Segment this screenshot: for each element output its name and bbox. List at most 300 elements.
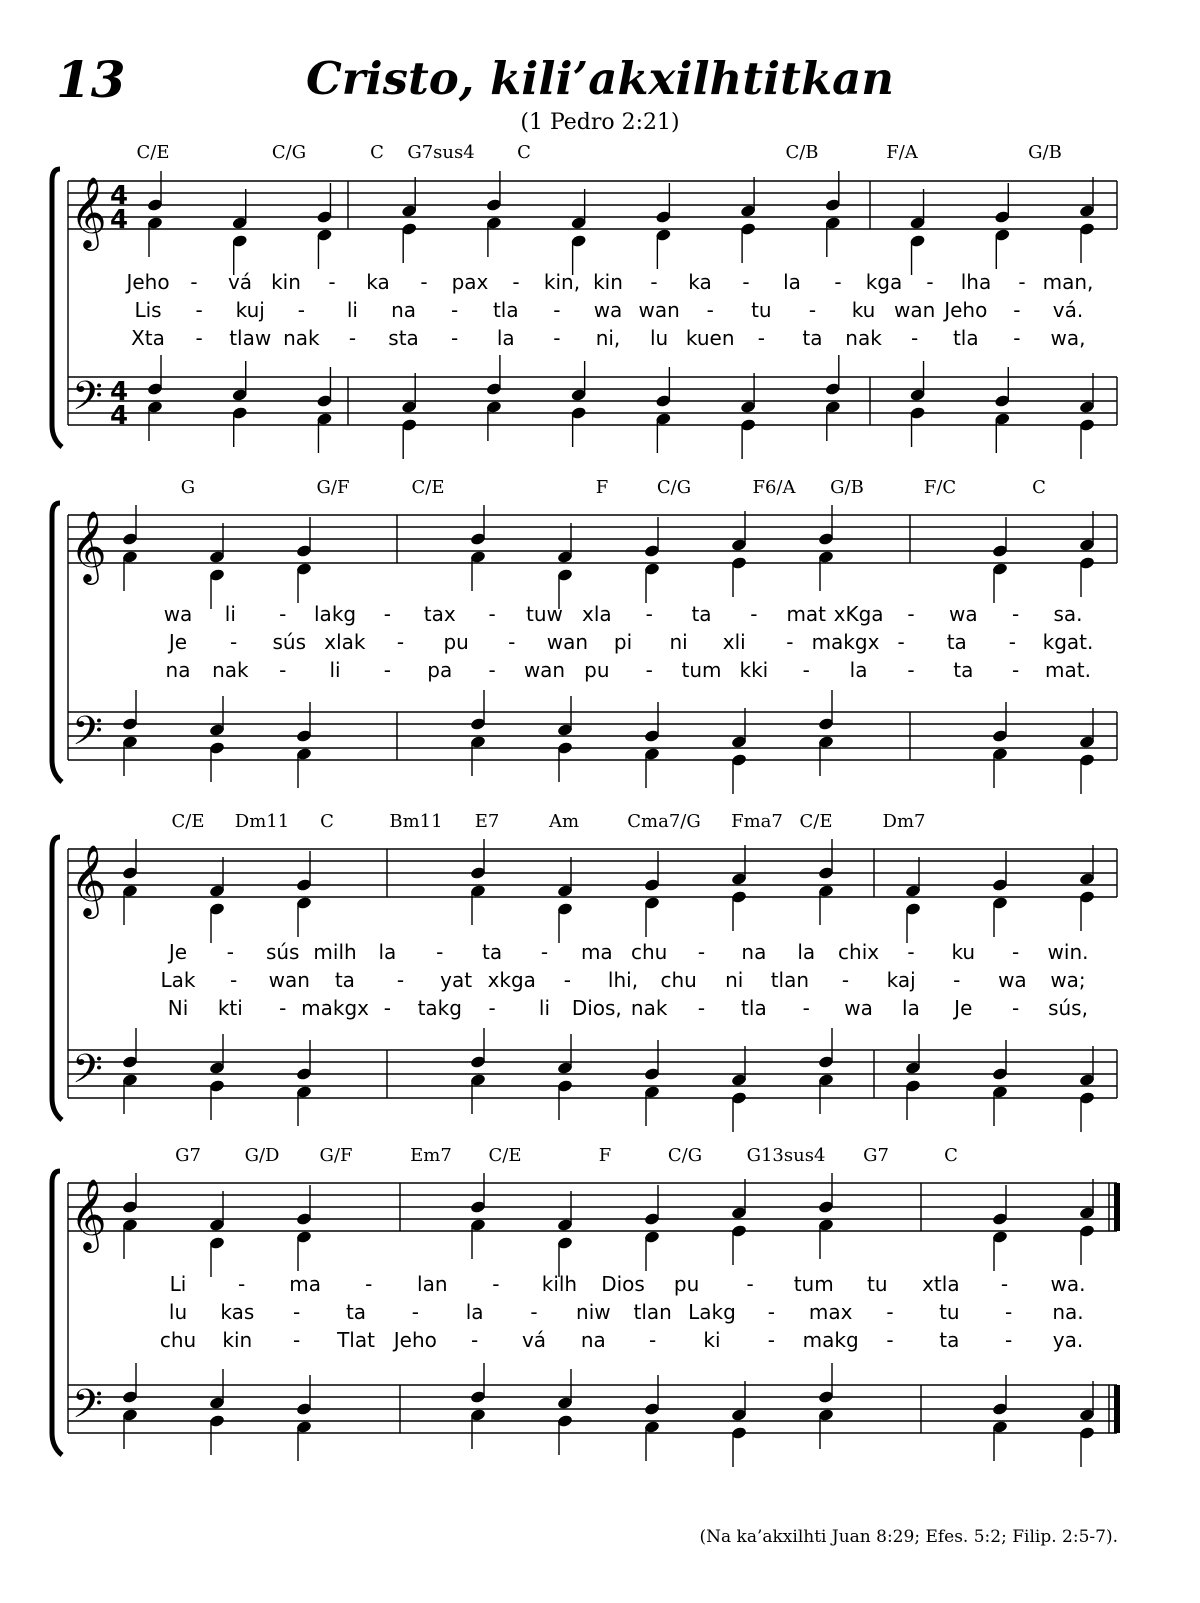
lyric-line-verse-3 (118, 326, 1118, 354)
chord-symbol: G/B (1028, 142, 1062, 163)
lyric-syllable: sús (265, 940, 300, 964)
lyric-syllable: makgx (811, 630, 880, 654)
lyric-syllable: ta (946, 630, 967, 654)
lyric-syllable: nak (845, 326, 882, 350)
lyric-syllable: lan (417, 1272, 448, 1296)
lyric-syllable: ka (366, 270, 390, 294)
lyric-syllable: ta (953, 658, 974, 682)
lyric-syllable: nak (283, 326, 320, 350)
lyric-syllable: wan (894, 298, 936, 322)
chord-symbol: Em7 (410, 1145, 452, 1166)
syllable-hyphen: - (230, 968, 238, 992)
lyric-syllable: niw (576, 1300, 611, 1324)
treble-staff (68, 515, 1117, 563)
lyric-syllable: xkga (487, 968, 536, 992)
svg-text:4: 4 (110, 205, 129, 235)
lyric-syllable: lu (168, 1300, 188, 1324)
syllable-hyphen: - (297, 298, 305, 322)
syllable-hyphen: - (907, 940, 915, 964)
lyric-syllable: pu (584, 658, 610, 682)
lyric-syllable: sa. (1053, 602, 1083, 626)
lyric-syllable: sta (388, 326, 419, 350)
lyric-syllable: wan (546, 630, 589, 654)
lyric-syllable: takg (417, 996, 462, 1020)
lyric-syllable: vá (227, 270, 253, 294)
syllable-hyphen: - (279, 996, 287, 1020)
lyric-syllable: tlan (770, 968, 810, 992)
lyric-line-verse-3 (118, 658, 1118, 686)
lyric-syllable: ni (725, 968, 744, 992)
syllable-hyphen: - (746, 1272, 754, 1296)
syllable-hyphen: - (293, 1328, 301, 1352)
lyric-syllable: Dios, (571, 996, 622, 1020)
lyric-syllable: kga (865, 270, 903, 294)
chord-symbol: C (517, 142, 531, 163)
lyric-syllable: kki (739, 658, 769, 682)
lyric-syllable: ni, (595, 326, 621, 350)
lyric-syllable: max (808, 1300, 853, 1324)
lyric-syllable: Xta (131, 326, 165, 350)
lyric-syllable: tla (741, 996, 767, 1020)
chord-symbol: G (180, 477, 196, 498)
bass-clef-icon (72, 1046, 103, 1102)
bass-clef-icon (72, 708, 103, 764)
lyric-syllable: Lakg (688, 1300, 736, 1324)
lyric-syllable: na (391, 298, 417, 322)
lyric-syllable: kin (271, 270, 301, 294)
hymn-number: 13 (56, 50, 126, 109)
lyric-syllable: li (329, 658, 341, 682)
syllable-hyphen: - (786, 630, 794, 654)
lyric-syllable: tlan (633, 1300, 672, 1324)
chord-symbol: Fma7 (731, 811, 783, 832)
lyric-syllable: na. (1052, 1300, 1084, 1324)
svg-text:𝄢: 𝄢 (72, 1046, 103, 1102)
scripture-reference: (1 Pedro 2:21) (520, 110, 680, 135)
lyric-syllable: Ni (167, 996, 189, 1020)
lyric-syllable: kilh (541, 1272, 578, 1296)
chord-symbol: C/G (667, 1145, 703, 1166)
lyric-syllable: ta (691, 602, 712, 626)
lyric-syllable: wan (268, 968, 310, 992)
treble-clef-icon (70, 175, 107, 251)
lyric-syllable: kti (217, 996, 243, 1020)
syllable-hyphen: - (451, 298, 459, 322)
lyric-syllable: Je (168, 630, 188, 654)
syllable-hyphen: - (907, 658, 915, 682)
lyric-syllable: la (797, 940, 816, 964)
chord-symbol: C/G (656, 477, 692, 498)
lyric-syllable: yat (440, 968, 473, 992)
syllable-hyphen: - (553, 326, 561, 350)
lyric-syllable: kuen (685, 326, 735, 350)
lyric-syllable: ta (345, 1300, 367, 1324)
syllable-hyphen: - (508, 630, 516, 654)
treble-clef-icon (70, 1177, 107, 1253)
syllable-hyphen: - (348, 326, 357, 350)
chord-symbol: G/D (244, 1145, 280, 1166)
chord-symbol: G/B (830, 477, 864, 498)
syllable-hyphen: - (1005, 1328, 1013, 1352)
lyric-syllable: kin (593, 270, 623, 294)
lyric-syllable: wan (523, 658, 566, 682)
syllable-hyphen: - (886, 1300, 894, 1324)
syllable-hyphen: - (436, 940, 444, 964)
lyric-syllable: xKga (833, 602, 884, 626)
lyric-syllable: Tlat (337, 1328, 375, 1352)
lyric-line-verse-1 (118, 1272, 1118, 1300)
chord-symbol: Dm11 (234, 811, 290, 832)
chord-symbol: F/A (886, 142, 918, 163)
chord-symbol: G7 (175, 1145, 201, 1166)
syllable-hyphen: - (226, 940, 234, 964)
lyric-syllable: ma (289, 1272, 322, 1296)
lyric-syllable: mat (786, 602, 827, 626)
syllable-hyphen: - (540, 940, 549, 964)
lyric-line-verse-2 (118, 1300, 1118, 1328)
svg-text:𝄞: 𝄞 (70, 843, 107, 916)
svg-text:4: 4 (110, 377, 129, 407)
lyric-syllable: na (580, 1328, 606, 1352)
chord-symbol: Cma7/G (627, 811, 701, 832)
lyric-syllable: ya. (1052, 1328, 1084, 1352)
syllable-hyphen: - (907, 602, 915, 626)
lyric-syllable: ku (951, 940, 976, 964)
lyric-syllable: tla (952, 326, 979, 350)
lyrics-block-4 (118, 1272, 1118, 1356)
lyric-line-verse-3 (118, 1328, 1118, 1356)
syllable-hyphen: - (488, 602, 496, 626)
lyric-syllable: pu (443, 630, 469, 654)
lyric-syllable: wa. (1050, 1272, 1086, 1296)
chord-symbol: G7 (863, 1145, 889, 1166)
system-bracket (52, 503, 62, 782)
lyric-syllable: ka (688, 270, 712, 294)
syllable-hyphen: - (365, 1272, 373, 1296)
chord-symbol: G/F (316, 477, 350, 498)
lyric-syllable: sús, (1048, 996, 1088, 1020)
treble-staff (68, 181, 1117, 229)
lyric-syllable: Lak (160, 968, 196, 992)
lyric-syllable: Lis (134, 298, 162, 322)
svg-text:𝄞: 𝄞 (70, 1177, 107, 1250)
syllable-hyphen: - (451, 326, 459, 350)
bass-staff (68, 712, 1117, 760)
lyric-syllable: tum (793, 1272, 834, 1296)
lyric-syllable: wa (844, 996, 873, 1020)
syllable-hyphen: - (650, 270, 658, 294)
lyric-syllable: la (496, 326, 515, 350)
chord-symbol: C/B (785, 142, 819, 163)
syllable-hyphen: - (1005, 1300, 1013, 1324)
syllable-hyphen: - (750, 602, 758, 626)
lyric-syllable: ki (703, 1328, 721, 1352)
lyric-syllable: ta (939, 1328, 960, 1352)
lyric-syllable: tu (751, 298, 772, 322)
syllable-hyphen: - (742, 270, 750, 294)
syllable-hyphen: - (757, 326, 765, 350)
lyric-syllable: ta (334, 968, 355, 992)
svg-text:4: 4 (110, 401, 129, 431)
footnote: (Na ka’akxilhti Juan 8:29; Efes. 5:2; Filip. 2:5-7). (699, 1527, 1118, 1547)
lyric-syllable: tum (681, 658, 722, 682)
syllable-hyphen: - (1012, 940, 1020, 964)
lyric-line-verse-2 (118, 630, 1118, 658)
syllable-hyphen: - (911, 326, 919, 350)
chord-symbol: C/E (136, 142, 170, 163)
bass-clef-icon (72, 1381, 103, 1437)
lyric-syllable: pu (673, 1272, 700, 1296)
svg-text:𝄢: 𝄢 (72, 373, 103, 429)
lyric-syllable: vá (521, 1328, 547, 1352)
syllable-hyphen: - (492, 1272, 500, 1296)
chord-symbol: E7 (474, 811, 500, 832)
syllable-hyphen: - (195, 298, 203, 322)
lyrics-block-3 (118, 940, 1118, 1024)
lyric-syllable: kas (220, 1300, 255, 1324)
syllable-hyphen: - (237, 1272, 246, 1296)
syllable-hyphen: - (841, 968, 850, 992)
syllable-hyphen: - (1012, 658, 1020, 682)
lyric-line-verse-2 (118, 968, 1118, 996)
syllable-hyphen: - (396, 630, 405, 654)
syllable-hyphen: - (802, 996, 810, 1020)
chord-symbol: F (595, 477, 609, 498)
lyric-line-verse-1 (118, 270, 1118, 298)
chord-symbol: G13sus4 (746, 1145, 826, 1166)
syllable-hyphen: - (396, 968, 405, 992)
syllable-hyphen: - (190, 270, 198, 294)
chord-symbol: F6/A (752, 477, 796, 498)
syllable-hyphen: - (649, 1328, 657, 1352)
lyric-syllable: vá. (1052, 298, 1084, 322)
lyric-syllable: wa; (1050, 968, 1086, 992)
chord-symbol: G7sus4 (407, 142, 475, 163)
syllable-hyphen: - (886, 1328, 894, 1352)
lyric-syllable: mat. (1045, 658, 1091, 682)
lyric-syllable: pa (427, 658, 453, 682)
syllable-hyphen: - (1013, 298, 1021, 322)
lyric-syllable: li (538, 996, 551, 1020)
syllable-hyphen: - (767, 1300, 775, 1324)
chord-symbol: Bm11 (389, 811, 443, 832)
lyric-syllable: tuw (526, 602, 563, 626)
syllable-hyphen: - (926, 270, 934, 294)
lyrics-block-1 (118, 270, 1118, 354)
lyric-syllable: la (849, 658, 868, 682)
syllable-hyphen: - (1018, 270, 1026, 294)
syllable-hyphen: - (645, 658, 653, 682)
syllable-hyphen: - (834, 270, 842, 294)
lyric-syllable: nak (212, 658, 249, 682)
lyric-syllable: nak (630, 996, 668, 1020)
syllable-hyphen: - (512, 270, 520, 294)
lyric-syllable: Jeho (944, 298, 988, 322)
syllable-hyphen: - (897, 630, 905, 654)
lyric-syllable: lakg (314, 602, 357, 626)
syllable-hyphen: - (195, 326, 203, 350)
svg-text:𝄞: 𝄞 (70, 509, 107, 582)
chord-symbol: C (320, 811, 334, 832)
lyric-syllable: wa (163, 602, 193, 626)
svg-text:𝄢: 𝄢 (72, 1381, 103, 1437)
lyric-syllable: pi (613, 630, 633, 654)
lyric-syllable: chu (630, 940, 668, 964)
syllable-hyphen: - (530, 1300, 538, 1324)
syllable-hyphen: - (383, 996, 392, 1020)
time-signature (110, 181, 128, 235)
syllable-hyphen: - (279, 602, 287, 626)
syllable-hyphen: - (1012, 602, 1020, 626)
hymn-title: Cristo, kili’akxilhtitkan (305, 52, 894, 105)
lyric-syllable: xlak (324, 630, 366, 654)
syllable-hyphen: - (471, 1328, 479, 1352)
chord-symbol: C/E (799, 811, 833, 832)
chord-symbol: Am (548, 811, 580, 832)
syllable-hyphen: - (488, 658, 496, 682)
chord-symbol: C (370, 142, 384, 163)
lyric-syllable: tla (492, 298, 519, 322)
lyric-syllable: wan (638, 298, 680, 322)
syllable-hyphen: - (706, 298, 714, 322)
bass-staff (68, 377, 1117, 425)
lyric-syllable: tax (423, 602, 456, 626)
syllable-hyphen: - (802, 658, 810, 682)
svg-text:𝄞: 𝄞 (70, 175, 107, 248)
syllable-hyphen: - (488, 996, 496, 1020)
lyric-syllable: win. (1047, 940, 1089, 964)
syllable-hyphen: - (1013, 326, 1021, 350)
bass-staff (68, 1050, 1117, 1098)
lyric-syllable: ku (851, 298, 876, 322)
chord-symbol: C/E (171, 811, 205, 832)
syllable-hyphen: - (293, 1300, 301, 1324)
treble-clef-icon (70, 509, 107, 585)
svg-text:4: 4 (110, 181, 129, 211)
lyric-syllable: wa (998, 968, 1027, 992)
lyric-syllable: kgat. (1042, 630, 1094, 654)
svg-text:𝄢: 𝄢 (72, 708, 103, 764)
lyric-syllable: wa (593, 298, 623, 322)
lyric-syllable: chu (660, 968, 697, 992)
syllable-hyphen: - (383, 658, 392, 682)
syllable-hyphen: - (767, 1328, 775, 1352)
syllable-hyphen: - (420, 270, 428, 294)
lyric-syllable: kin, (543, 270, 581, 294)
system-bracket (52, 837, 62, 1120)
syllable-hyphen: - (328, 270, 336, 294)
lyric-syllable: tlaw (229, 326, 272, 350)
chord-symbol: C/E (488, 1145, 522, 1166)
chord-symbol: Dm7 (882, 811, 926, 832)
system-bracket (52, 1171, 62, 1455)
lyrics-block-2 (118, 602, 1118, 686)
chord-symbol: C (944, 1145, 958, 1166)
lyric-syllable: na (741, 940, 767, 964)
lyric-syllable: xla (581, 602, 612, 626)
lyric-syllable: Jeho (393, 1328, 437, 1352)
treble-staff (68, 1183, 1117, 1231)
lyric-syllable: Dios (601, 1272, 645, 1296)
treble-staff (68, 849, 1117, 897)
lyric-syllable: Je (954, 996, 973, 1020)
lyric-syllable: Jeho (126, 270, 170, 294)
lyric-syllable: kaj (886, 968, 916, 992)
system-bracket (52, 169, 62, 447)
chord-symbol: C (1032, 477, 1046, 498)
syllable-hyphen: - (383, 602, 392, 626)
syllable-hyphen: - (697, 940, 706, 964)
lyric-syllable: tu (867, 1272, 888, 1296)
syllable-hyphen: - (1012, 996, 1020, 1020)
syllable-hyphen: - (279, 658, 287, 682)
syllable-hyphen: - (1000, 1272, 1009, 1296)
syllable-hyphen: - (411, 1300, 419, 1324)
lyric-syllable: kuj (235, 298, 265, 322)
chord-symbol: C/G (271, 142, 307, 163)
lyric-syllable: ni (669, 630, 688, 654)
lyric-syllable: ma (580, 940, 613, 964)
lyric-line-verse-1 (118, 602, 1118, 630)
syllable-hyphen: - (645, 602, 653, 626)
lyric-syllable: milh (313, 940, 357, 964)
lyric-syllable: la (378, 940, 397, 964)
lyric-syllable: ta (482, 940, 503, 964)
lyric-syllable: man, (1042, 270, 1094, 294)
time-signature (110, 377, 128, 431)
lyric-syllable: li (224, 602, 236, 626)
lyric-syllable: xtla (922, 1272, 960, 1296)
lyric-syllable: chix (838, 940, 880, 964)
treble-clef-icon (70, 843, 107, 919)
bass-clef-icon (72, 373, 103, 429)
lyric-line-verse-2 (118, 298, 1118, 326)
syllable-hyphen: - (563, 968, 571, 992)
lyric-syllable: tu (939, 1300, 960, 1324)
lyric-syllable: la (902, 996, 920, 1020)
lyric-syllable: wa (948, 602, 978, 626)
bass-staff (68, 1385, 1117, 1433)
lyric-syllable: lhi, (607, 968, 639, 992)
lyric-line-verse-3 (118, 996, 1118, 1024)
lyric-syllable: chu (159, 1328, 197, 1352)
lyric-syllable: lu (649, 326, 669, 350)
chord-symbol: F/C (923, 477, 957, 498)
syllable-hyphen: - (697, 996, 706, 1020)
lyric-syllable: Li (169, 1272, 187, 1296)
lyric-syllable: li (346, 298, 358, 322)
lyric-syllable: wa, (1050, 326, 1086, 350)
chord-symbol: C/E (411, 477, 445, 498)
lyric-syllable: la (465, 1300, 484, 1324)
syllable-hyphen: - (953, 968, 961, 992)
lyric-syllable: na (165, 658, 191, 682)
lyric-syllable: makg (802, 1328, 859, 1352)
lyric-syllable: la (783, 270, 801, 294)
lyric-syllable: pax (451, 270, 489, 294)
lyric-syllable: kin (222, 1328, 253, 1352)
syllable-hyphen: - (1008, 630, 1016, 654)
lyric-syllable: sús (272, 630, 307, 654)
syllable-hyphen: - (553, 298, 561, 322)
lyric-line-verse-1 (118, 940, 1118, 968)
syllable-hyphen: - (808, 298, 817, 322)
lyric-syllable: xli (722, 630, 746, 654)
lyric-syllable: makgx (301, 996, 369, 1020)
lyric-syllable: lha (960, 270, 992, 294)
lyric-syllable: Je (168, 940, 188, 964)
lyric-syllable: ta (802, 326, 823, 350)
